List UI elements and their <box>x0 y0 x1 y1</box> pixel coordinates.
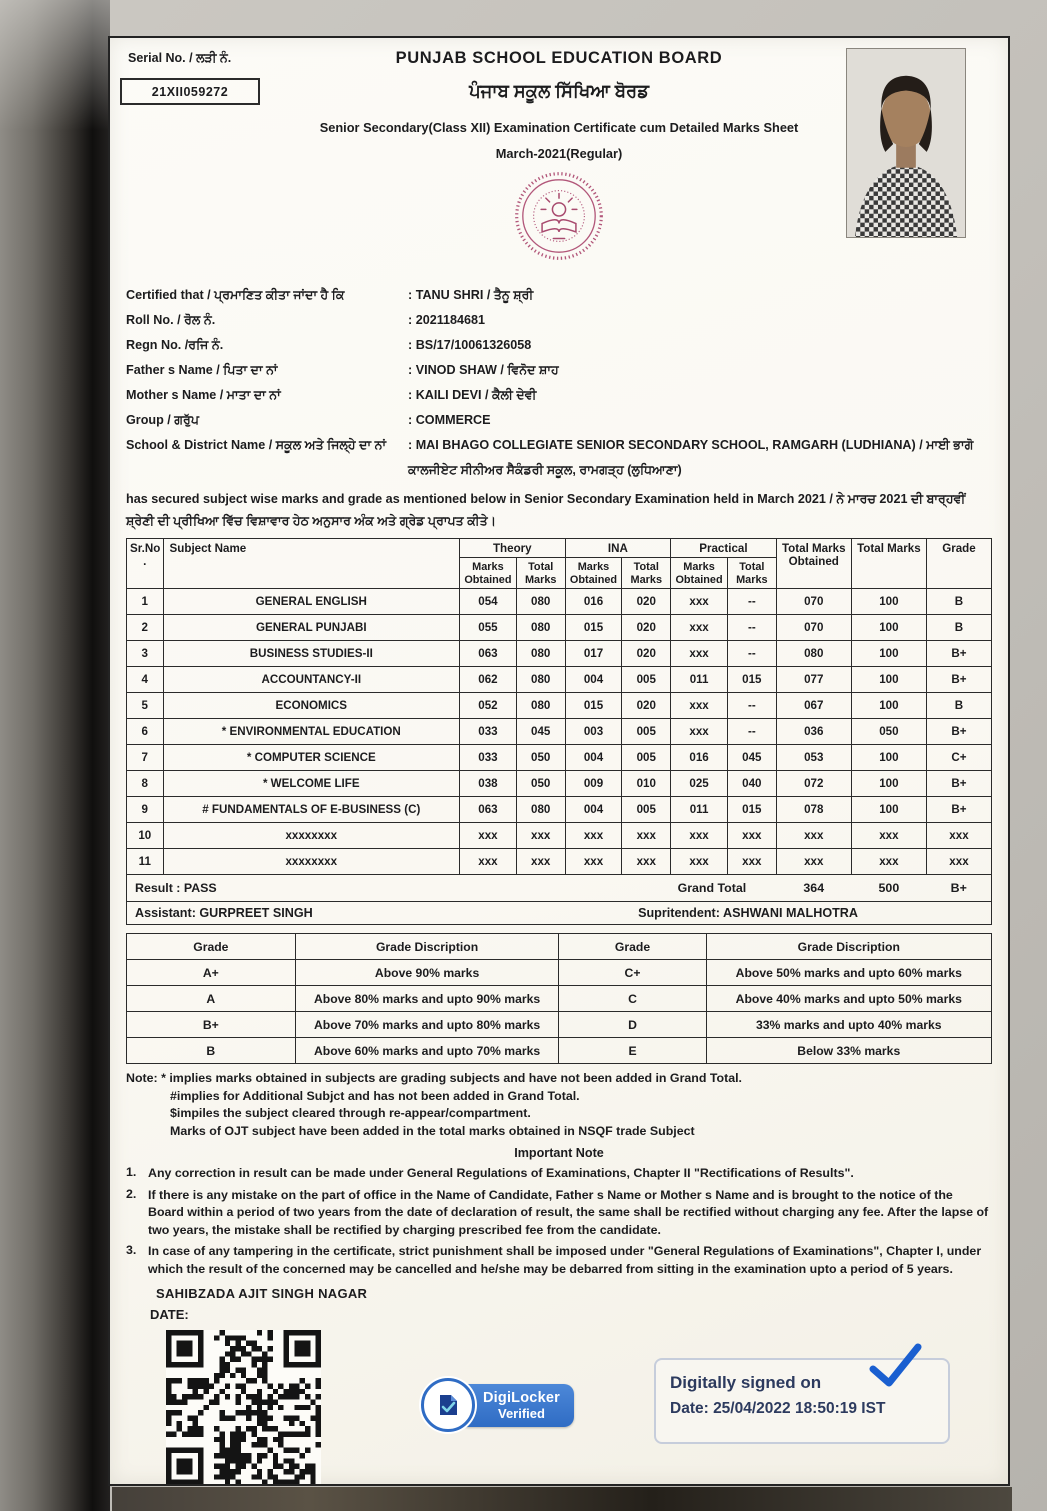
marks-row <box>127 719 992 745</box>
cell-subject-name: xxxxxxxx <box>163 823 459 849</box>
result-row <box>127 875 992 902</box>
grade-col-header-1: Grade <box>127 934 296 960</box>
board-name-english: PUNJAB SCHOOL EDUCATION BOARD <box>395 49 723 67</box>
cell-theory-obtained: xxx <box>460 823 517 849</box>
cell-subject-name: xxxxxxxx <box>163 849 459 875</box>
cell-total-obtained: 070 <box>776 615 851 641</box>
cell-practical-total: 015 <box>727 667 776 693</box>
note-indented-line: Marks of OJT subject have been added in the total marks obtained in NSQF trade Subject <box>170 1123 695 1138</box>
cell-practical-total: -- <box>727 641 776 667</box>
important-note-title: Important Note <box>514 1146 604 1160</box>
cell-grade: xxx <box>926 849 991 875</box>
qr-code-svg <box>166 1330 321 1485</box>
cell-subject-name: BUSINESS STUDIES-II <box>163 641 459 667</box>
cell-theory-total: xxx <box>516 823 565 849</box>
marks-table-body <box>127 589 992 875</box>
cell-ina-total: 020 <box>622 615 671 641</box>
cell-total-obtained: 077 <box>776 667 851 693</box>
field-label: Certified that / ਪ੍ਰਮਾਣਿਤ ਕੀਤਾ ਜਾਂਦਾ ਹੈ ਕਿ <box>126 288 345 302</box>
cell-theory-obtained: 052 <box>460 693 517 719</box>
important-note-text: If there is any mistake on the part of office in the Name of Candidate, Father s Name or Mother s Name and is brought to the notice of the Board within a period of two years from the date of declaration of result, the same shall be rectified without charging any fee. After the lapse of two years, the mistake shall be rectified by charging prescribed fee from the candidate. <box>148 1187 989 1237</box>
cell-ina-obtained: 004 <box>565 667 622 693</box>
grade-letter-right: C+ <box>559 960 706 986</box>
cell-grade: B <box>926 615 991 641</box>
cell-ina-obtained: 003 <box>565 719 622 745</box>
marks-row <box>127 693 992 719</box>
grand-total-grade: B+ <box>926 875 991 902</box>
student-photo <box>846 48 966 238</box>
cell-ina-total: 005 <box>622 667 671 693</box>
field-value: : VINOD SHAW / ਵਿਨੋਦ ਸ਼ਾਹ <box>408 363 559 377</box>
subheader-ina-marks-obtained: Marks Obtained <box>565 558 622 589</box>
grade-description-table <box>126 933 992 1064</box>
digilocker-logo-icon <box>421 1378 475 1432</box>
cell-ina-total: 020 <box>622 693 671 719</box>
note-line-1: Note: * implies marks obtained in subjects are grading subjects and have not been added in Grand Total. <box>126 1071 742 1085</box>
cell-theory-total: xxx <box>516 849 565 875</box>
cell-subject-name: # FUNDAMENTALS OF E-BUSINESS (C) <box>163 797 459 823</box>
grade-desc-right: Above 40% marks and upto 50% marks <box>706 986 991 1012</box>
cell-total-obtained: 036 <box>776 719 851 745</box>
cell-total-obtained: 078 <box>776 797 851 823</box>
field-value: : BS/17/10061326058 <box>408 338 532 352</box>
cell-grade: C+ <box>926 745 991 771</box>
student-field-row <box>126 333 992 358</box>
cell-total-obtained: 072 <box>776 771 851 797</box>
cell-practical-obtained: 011 <box>671 797 728 823</box>
note-indented-line: $impiles the subject cleared through re-appear/compartment. <box>170 1106 531 1120</box>
cell-ina-obtained: 017 <box>565 641 622 667</box>
cell-total-maximum: xxx <box>851 849 926 875</box>
student-field-row <box>126 433 992 483</box>
cell-theory-total: 045 <box>516 719 565 745</box>
important-note-text: In case of any tampering in the certificate, strict punishment shall be imposed under "General Regulations of Examinations", Chapter I, under which the result of the concerned may be cancelled and he/she may be debarred from sitting in the examination upto a period of 5 years. <box>148 1244 982 1276</box>
cell-practical-obtained: xxx <box>671 693 728 719</box>
signatures-strip <box>126 902 992 925</box>
important-note-number: 2. <box>126 1186 137 1201</box>
grade-row <box>127 1012 992 1038</box>
cell-practical-obtained: 011 <box>671 667 728 693</box>
field-value: : COMMERCE <box>408 413 491 427</box>
marks-row <box>127 745 992 771</box>
cell-sr-no: 10 <box>127 823 164 849</box>
certificate-title: Senior Secondary(Class XII) Examination Certificate cum Detailed Marks Sheet <box>319 120 799 135</box>
important-note-number: 1. <box>126 1165 137 1179</box>
cell-theory-total: 050 <box>516 745 565 771</box>
grand-total-label: Grand Total <box>565 875 776 902</box>
signature-line-2: Date: 25/04/2022 18:50:19 IST <box>670 1400 886 1417</box>
important-note-number: 3. <box>126 1243 137 1257</box>
cell-practical-total: -- <box>727 693 776 719</box>
issue-place: SAHIBZADA AJIT SINGH NAGAR <box>156 1286 368 1301</box>
grade-desc-right: 33% marks and upto 40% marks <box>706 1012 991 1038</box>
marks-row <box>127 641 992 667</box>
subheader-theory-marks-obtained: Marks Obtained <box>460 558 517 589</box>
col-header-total-marks-obtained: Total Marks Obtained <box>776 539 851 589</box>
subheader-practical-total-marks: Total Marks <box>727 558 776 589</box>
cell-total-maximum: xxx <box>851 823 926 849</box>
footer-row <box>126 1330 992 1485</box>
digilocker-label: DigiLocker <box>483 1389 560 1406</box>
cell-theory-total: 080 <box>516 693 565 719</box>
student-field-row <box>126 383 992 408</box>
cell-practical-total: -- <box>727 719 776 745</box>
student-field-row <box>126 358 992 383</box>
scan-shadow-left <box>0 0 110 1511</box>
cell-sr-no: 1 <box>127 589 164 615</box>
result-status: Result : PASS <box>127 875 566 902</box>
cell-total-maximum: 100 <box>851 693 926 719</box>
cell-practical-total: 040 <box>727 771 776 797</box>
field-value: : TANU SHRI / ਤੈਨੂ ਸ਼੍ਰੀ <box>408 288 534 302</box>
cell-ina-obtained: 004 <box>565 797 622 823</box>
cell-grade: B+ <box>926 719 991 745</box>
cell-sr-no: 5 <box>127 693 164 719</box>
grade-letter-left: A <box>127 986 296 1012</box>
cell-sr-no: 4 <box>127 667 164 693</box>
marks-row <box>127 589 992 615</box>
marks-row <box>127 823 992 849</box>
field-label: Group / ਗਰੁੱਪ <box>126 413 199 427</box>
note-indented-lines <box>126 1088 992 1141</box>
grade-letter-right: D <box>559 1012 706 1038</box>
grade-row <box>127 1038 992 1064</box>
col-header-practical: Practical <box>671 539 777 558</box>
marks-table <box>126 538 992 902</box>
cell-ina-total: 005 <box>622 719 671 745</box>
important-note-item <box>126 1243 992 1278</box>
important-notes-list <box>126 1165 992 1278</box>
cell-ina-total: 020 <box>622 589 671 615</box>
grand-total-obtained: 364 <box>776 875 851 902</box>
note-indented-line: #implies for Additional Subjct and has not been added in Grand Total. <box>170 1088 580 1103</box>
cell-subject-name: ECONOMICS <box>163 693 459 719</box>
cell-ina-total: xxx <box>622 849 671 875</box>
cell-ina-obtained: 004 <box>565 745 622 771</box>
field-label: Roll No. / ਰੋਲ ਨੰ. <box>126 313 216 327</box>
cell-theory-total: 080 <box>516 797 565 823</box>
cell-practical-total: xxx <box>727 849 776 875</box>
digital-signature-area <box>654 1358 950 1444</box>
cell-sr-no: 11 <box>127 849 164 875</box>
grade-letter-right: E <box>559 1038 706 1064</box>
cell-practical-obtained: xxx <box>671 589 728 615</box>
signature-line-1: Digitally signed on <box>670 1373 822 1392</box>
cell-practical-obtained: xxx <box>671 823 728 849</box>
cell-practical-total: 015 <box>727 797 776 823</box>
cell-total-maximum: 100 <box>851 589 926 615</box>
grade-desc-left: Above 90% marks <box>295 960 559 986</box>
cell-sr-no: 6 <box>127 719 164 745</box>
session-title: March-2021(Regular) <box>495 146 623 161</box>
cell-ina-obtained: 015 <box>565 615 622 641</box>
cell-subject-name: * ENVIRONMENTAL EDUCATION <box>163 719 459 745</box>
cell-practical-total: xxx <box>727 823 776 849</box>
field-label: Mother s Name / ਮਾਤਾ ਦਾ ਨਾਂ <box>126 388 281 402</box>
cell-total-obtained: xxx <box>776 823 851 849</box>
field-label: Regn No. /ਰਜਿ ਨੰ. <box>126 338 224 352</box>
cell-grade: B+ <box>926 797 991 823</box>
cell-ina-total: 005 <box>622 745 671 771</box>
cell-total-obtained: 070 <box>776 589 851 615</box>
cell-practical-obtained: xxx <box>671 641 728 667</box>
col-header-theory: Theory <box>460 539 566 558</box>
grade-desc-left: Above 70% marks and upto 80% marks <box>295 1012 559 1038</box>
certificate-header <box>110 38 1008 283</box>
grade-desc-header-2: Grade Discription <box>706 934 991 960</box>
cell-grade: B <box>926 693 991 719</box>
issue-date-label: DATE: <box>150 1307 189 1322</box>
cell-practical-total: -- <box>727 615 776 641</box>
cell-ina-obtained: 015 <box>565 693 622 719</box>
field-value: : MAI BHAGO COLLEGIATE SENIOR SECONDARY SCHOOL, RAMGARH (LUDHIANA) / ਮਾਈ ਭਾਗੋ ਕਾਲਜੀਏਟ ਸੀਨੀਅਰ ਸੈਕੰਡਰੀ ਸਕੂਲ, ਰਾਮਗੜ੍ਹ (ਲੁਧਿਆਣਾ) <box>408 438 974 477</box>
cell-ina-obtained: 009 <box>565 771 622 797</box>
subheader-practical-marks-obtained: Marks Obtained <box>671 558 728 589</box>
marks-row <box>127 797 992 823</box>
grade-desc-left: Above 80% marks and upto 90% marks <box>295 986 559 1012</box>
cell-subject-name: GENERAL PUNJABI <box>163 615 459 641</box>
grade-desc-header-1: Grade Discription <box>295 934 559 960</box>
student-field-row <box>126 283 992 308</box>
grade-desc-left: Above 60% marks and upto 70% marks <box>295 1038 559 1064</box>
cell-sr-no: 3 <box>127 641 164 667</box>
cell-total-maximum: 100 <box>851 745 926 771</box>
cell-subject-name: ACCOUNTANCY-II <box>163 667 459 693</box>
cell-subject-name: GENERAL ENGLISH <box>163 589 459 615</box>
qr-code <box>166 1330 321 1485</box>
col-header-ina: INA <box>565 539 671 558</box>
field-value: : 2021184681 <box>408 313 486 327</box>
subheader-ina-total-marks: Total Marks <box>622 558 671 589</box>
cell-total-maximum: 100 <box>851 667 926 693</box>
cell-total-obtained: 067 <box>776 693 851 719</box>
cell-total-obtained: 080 <box>776 641 851 667</box>
board-emblem-icon <box>512 169 606 263</box>
serial-number-box: 21XII059272 <box>120 78 260 105</box>
marks-row <box>127 771 992 797</box>
cell-theory-obtained: 033 <box>460 719 517 745</box>
grade-table-body <box>127 960 992 1064</box>
cell-grade: B+ <box>926 667 991 693</box>
cell-grade: xxx <box>926 823 991 849</box>
digilocker-verified-label: Verified <box>497 1405 545 1421</box>
cell-practical-obtained: 025 <box>671 771 728 797</box>
col-header-subject: Subject Name <box>163 539 459 589</box>
cell-sr-no: 9 <box>127 797 164 823</box>
cell-subject-name: * WELCOME LIFE <box>163 771 459 797</box>
signature-check-icon <box>868 1342 922 1388</box>
cell-theory-total: 050 <box>516 771 565 797</box>
cell-total-maximum: 100 <box>851 771 926 797</box>
student-details <box>126 283 992 483</box>
grade-desc-right: Below 33% marks <box>706 1038 991 1064</box>
cell-total-maximum: 100 <box>851 797 926 823</box>
cell-subject-name: * COMPUTER SCIENCE <box>163 745 459 771</box>
cell-practical-obtained: xxx <box>671 719 728 745</box>
cell-practical-total: 045 <box>727 745 776 771</box>
grade-row <box>127 986 992 1012</box>
cell-theory-obtained: 063 <box>460 641 517 667</box>
certificate-sheet <box>108 36 1010 1486</box>
notes-block <box>126 1070 992 1140</box>
col-header-sr-no: Sr.No . <box>127 539 164 589</box>
cell-ina-obtained: xxx <box>565 849 622 875</box>
digilocker-badge <box>421 1378 574 1432</box>
marks-row <box>127 667 992 693</box>
cell-total-maximum: 100 <box>851 641 926 667</box>
grade-letter-left: B+ <box>127 1012 296 1038</box>
secured-marks-statement: has secured subject wise marks and grade as mentioned below in Senior Secondary Examination held in March 2021 / ਨੇ ਮਾਰਚ 2021 ਦੀ ਬਾਰ੍ਹਵੀਂ ਸ਼੍ਰੇਣੀ ਦੀ ਪ੍ਰੀਖਿਆ ਵਿੱਚ ਵਿਸ਼ਾਵਾਰ ਹੇਠ ਅਨੁਸਾਰ ਅੰਕ ਅਤੇ ਗ੍ਰੇਡ ਪ੍ਰਾਪਤ ਕੀਤੇ। <box>126 492 966 528</box>
field-value: : KAILI DEVI / ਕੈਲੀ ਦੇਵੀ <box>408 388 537 402</box>
grade-letter-right: C <box>559 986 706 1012</box>
col-header-grade: Grade <box>926 539 991 589</box>
cell-total-obtained: xxx <box>776 849 851 875</box>
grade-letter-left: B <box>127 1038 296 1064</box>
cell-theory-obtained: 038 <box>460 771 517 797</box>
cell-theory-obtained: 055 <box>460 615 517 641</box>
cell-practical-obtained: xxx <box>671 849 728 875</box>
grade-desc-right: Above 50% marks and upto 60% marks <box>706 960 991 986</box>
cell-ina-total: 010 <box>622 771 671 797</box>
cell-sr-no: 8 <box>127 771 164 797</box>
cell-sr-no: 2 <box>127 615 164 641</box>
grade-row <box>127 960 992 986</box>
cell-practical-obtained: xxx <box>671 615 728 641</box>
col-header-total-marks: Total Marks <box>851 539 926 589</box>
cell-grade: B+ <box>926 771 991 797</box>
superintendent-signature: Supritendent: ASHWANI MALHOTRA <box>638 906 858 920</box>
cell-ina-total: 020 <box>622 641 671 667</box>
field-label: Father s Name / ਪਿਤਾ ਦਾ ਨਾਂ <box>126 363 278 377</box>
marks-row <box>127 849 992 875</box>
cell-theory-total: 080 <box>516 667 565 693</box>
certificate-body <box>110 283 1008 1485</box>
cell-sr-no: 7 <box>127 745 164 771</box>
cell-total-maximum: 050 <box>851 719 926 745</box>
cell-practical-obtained: 016 <box>671 745 728 771</box>
scan-shadow-bottom <box>112 1487 1012 1511</box>
student-field-row <box>126 408 992 433</box>
serial-label: Serial No. / ਲੜੀ ਨੰ. <box>128 51 232 65</box>
grade-letter-left: A+ <box>127 960 296 986</box>
field-label: School & District Name / ਸਕੂਲ ਅਤੇ ਜਿਲ੍ਹੇ ਦਾ ਨਾਂ <box>126 438 387 452</box>
subheader-theory-total-marks: Total Marks <box>516 558 565 589</box>
cell-theory-obtained: 062 <box>460 667 517 693</box>
cell-ina-total: 005 <box>622 797 671 823</box>
cell-theory-obtained: 033 <box>460 745 517 771</box>
cell-ina-total: xxx <box>622 823 671 849</box>
board-name-punjabi: ਪੰਜਾਬ ਸਕੂਲ ਸਿੱਖਿਆ ਬੋਰਡ <box>469 81 649 101</box>
cell-grade: B+ <box>926 641 991 667</box>
cell-theory-total: 080 <box>516 615 565 641</box>
student-field-row <box>126 308 992 333</box>
cell-theory-total: 080 <box>516 641 565 667</box>
cell-theory-obtained: 063 <box>460 797 517 823</box>
cell-ina-obtained: 016 <box>565 589 622 615</box>
cell-theory-obtained: xxx <box>460 849 517 875</box>
cell-theory-obtained: 054 <box>460 589 517 615</box>
important-note-item <box>126 1165 992 1183</box>
cell-grade: B <box>926 589 991 615</box>
important-note-text: Any correction in result can be made under General Regulations of Examinations, Chapter II "Rectifications of Results". <box>148 1166 854 1180</box>
important-note-item <box>126 1187 992 1240</box>
grade-col-header-2: Grade <box>559 934 706 960</box>
digilocker-badge-text <box>459 1384 574 1427</box>
cell-total-obtained: 053 <box>776 745 851 771</box>
assistant-signature: Assistant: GURPREET SINGH <box>135 906 313 920</box>
cell-practical-total: -- <box>727 589 776 615</box>
cell-theory-total: 080 <box>516 589 565 615</box>
cell-ina-obtained: xxx <box>565 823 622 849</box>
cell-total-maximum: 100 <box>851 615 926 641</box>
grand-total-maximum: 500 <box>851 875 926 902</box>
marks-row <box>127 615 992 641</box>
